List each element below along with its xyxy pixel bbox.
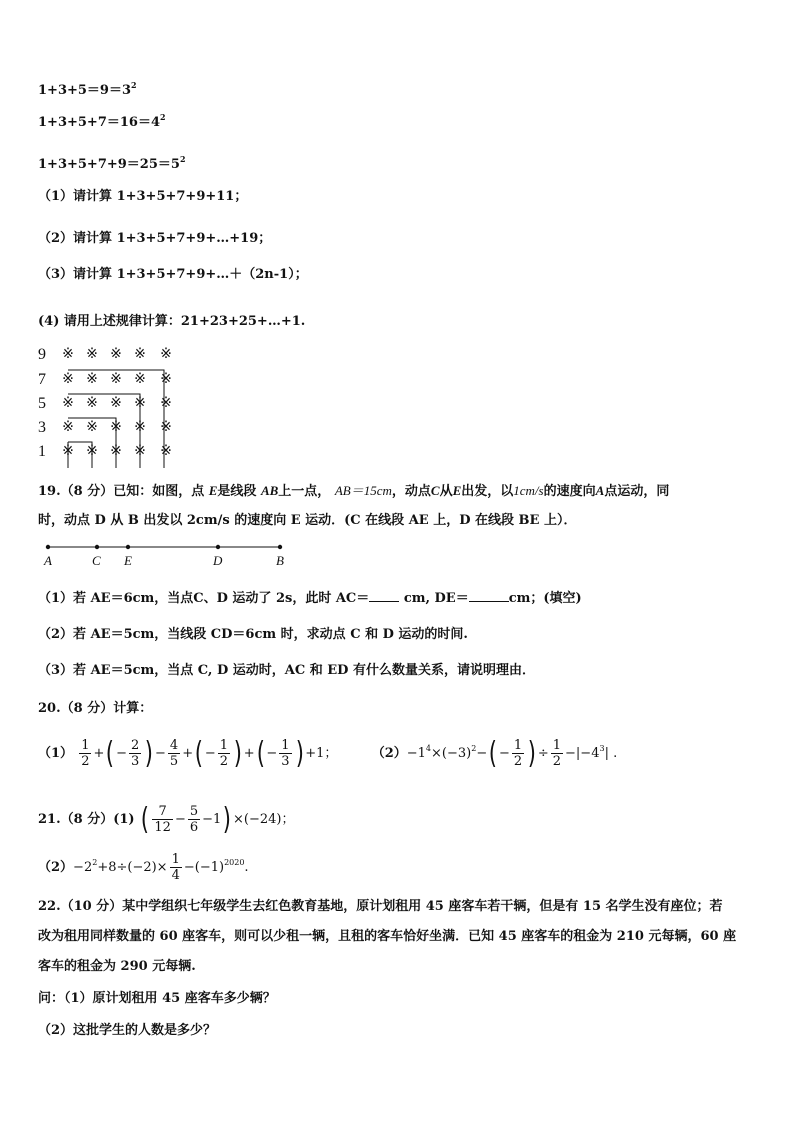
grid-symbol: ※ — [160, 419, 172, 435]
q20-expressions: （1） $\frac{1}{2}$ +( − $\frac{2}{3}$ ) − $\frac{4}{5}$ +( − $\frac{1}{2}$ ) +( − $\frac{1}{3}$ ) +1； $(2)-1^4\times(-3)^2-$( − $\frac{1}{2}$ ) ÷ $\frac{1}{2}$ $-|-4^3|$ . — [38, 735, 618, 771]
grid-row-label-5: 5 — [38, 395, 46, 412]
grid-row-label-3: 3 — [38, 419, 46, 436]
q19-part-2: （2）若 AE＝5cm，当线段 CD＝6cm 时，求动点 C 和 D 运动的时间. — [38, 627, 468, 642]
fraction: $\frac{1}{2}$ — [81, 738, 90, 769]
grid-symbol: ※ — [62, 443, 74, 459]
grid-symbol: ※ — [160, 371, 172, 387]
grid-symbol: ※ — [62, 346, 74, 362]
answer-blank-ac[interactable] — [369, 601, 399, 602]
equation-line-3: $1+3+5+7+9=25=5^2$ — [38, 154, 186, 172]
q22-question-1: 问：（1）原计划租用 45 座客车多少辆？ — [38, 991, 276, 1006]
point-label-b: B — [276, 553, 284, 568]
q18-part-1: （1）请计算 1+3+5+7+9+11； — [38, 189, 248, 204]
grid-symbol: ※ — [110, 346, 122, 362]
grid-symbol: ※ — [110, 443, 122, 459]
grid-symbol: ※ — [86, 443, 98, 459]
q18-part-3: （3）请计算 1+3+5+7+9+…＋（2n-1）； — [38, 267, 308, 282]
point-label-e: E — [124, 553, 132, 568]
symbol-grid-figure — [38, 346, 188, 470]
q21-part-1: 21.（8 分）(1) ( $\frac{7}{12}$ − $\frac{5}{6}$ −1) ×(−24)； — [38, 801, 295, 837]
grid-symbol: ※ — [86, 346, 98, 362]
point-label-c: C — [92, 553, 101, 568]
q22-line-1: 22.（10 分）某中学组织七年级学生去红色教育基地，原计划租用 45 座客车若干辆，但是有 15 名学生没有座位；若 — [38, 899, 723, 914]
grid-symbol: ※ — [134, 346, 146, 362]
grid-symbol: ※ — [134, 419, 146, 435]
grid-row-label-7: 7 — [38, 371, 46, 388]
grid-symbol: ※ — [110, 419, 122, 435]
point-label-d: D — [213, 553, 223, 568]
q22-line-3: 客车的租金为 290 元每辆. — [38, 959, 196, 974]
q19-part-3: （3）若 AE＝5cm，当点 C, D 运动时，AC 和 ED 有什么数量关系，请说明理由． — [38, 663, 535, 678]
grid-symbol: ※ — [62, 419, 74, 435]
segment-figure — [38, 540, 298, 570]
answer-blank-de[interactable] — [469, 601, 509, 602]
segment-line — [38, 540, 298, 554]
q18-part-4: (4) 请用上述规律计算：21+23+25+…+1. — [38, 314, 306, 329]
q19-part-1: （1）若 AE＝6cm，当点C、D 运动了 2s，此时 AC＝ cm, DE＝ cm；(填空) — [38, 591, 582, 606]
grid-symbol: ※ — [86, 395, 98, 411]
grid-symbol: ※ — [134, 443, 146, 459]
grid-symbol: ※ — [86, 371, 98, 387]
grid-row-label-9: 9 — [38, 346, 46, 363]
grid-row-label-1: 1 — [38, 443, 46, 460]
point-label-a: A — [44, 553, 52, 568]
grid-symbol: ※ — [160, 346, 172, 362]
grid-symbol: ※ — [62, 371, 74, 387]
grid-symbol: ※ — [134, 371, 146, 387]
q21-part-2: $(2)-2^2+8\div(-2)\times$ $\frac{1}{4}$ $-(-1)^{2020}$. — [38, 852, 249, 883]
q20-header: 20.（8 分）计算： — [38, 701, 153, 716]
grid-symbol: ※ — [160, 395, 172, 411]
equation-line-2: $1+3+5+7=16=4^2$ — [38, 112, 166, 130]
q19-line-2: 时，动点 D 从 B 出发以 2cm/s 的速度向 E 运动．(C 在线段 AE 上，D 在线段 BE 上）． — [38, 513, 577, 528]
grid-symbol: ※ — [110, 371, 122, 387]
grid-symbol: ※ — [86, 419, 98, 435]
q19-line-1: 19.（8 分）已知：如图，点 E是线段 AB上一点， AB＝15cm，动点C从E出发，以1cm/s的速度向A点运动，同 — [38, 483, 670, 499]
grid-symbol: ※ — [134, 395, 146, 411]
q22-question-2: （2）这批学生的人数是多少？ — [38, 1023, 217, 1038]
grid-symbol: ※ — [110, 395, 122, 411]
q22-line-2: 改为租用同样数量的 60 座客车，则可以少租一辆，且租的客车恰好坐满．已知 45 座客车的租金为 210 元每辆，60 座 — [38, 929, 737, 944]
equation-line-1: $1+3+5=9=3^2$ — [38, 80, 137, 98]
grid-symbol: ※ — [62, 395, 74, 411]
grid-symbol: ※ — [160, 443, 172, 459]
q18-part-2: （2）请计算 1+3+5+7+9+…+19； — [38, 231, 272, 246]
